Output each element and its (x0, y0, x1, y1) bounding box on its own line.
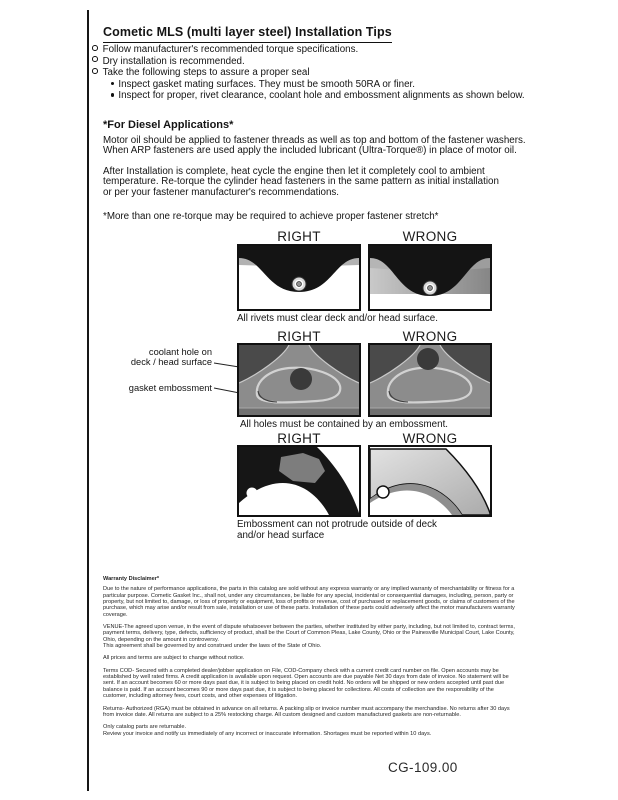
governing-law-line: This agreement shall be governed by and construed under the laws of the State of Ohio. (103, 643, 322, 650)
circle-bullet-icon (92, 45, 98, 51)
right-label: RIGHT (277, 431, 321, 446)
tips-sub-bullet (111, 79, 525, 91)
paragraph-line: When ARP fasteners are used apply the included lubricant (Ultra-Torque®) in place of motor oil. (103, 145, 517, 157)
retorque-note: *More than one re-torque may be required to achieve proper fastener stretch* (103, 211, 439, 222)
paragraph-line: After Installation is complete, heat cycle the engine then let it completely cool to ambient (103, 166, 485, 177)
page-title: Cometic MLS (multi layer steel) Installation Tips (103, 25, 392, 43)
embossment-wrong-diagram (368, 445, 492, 517)
bolt-hole (377, 486, 389, 498)
terms-paragraph: Terms COD- Secured with a completed dealer/jobber application on File, COD-Company check with a current credit card number on file. Open accounts may be established by well rated firms. A credit application is available upon request. Open accounts are due payable Net 30 days from date of invoice. No statement will be sent. If an account becomes 60 or more days past due, it is subject to being placed on credit hold. No orders will be shipped or new orders accepted until past due balance is paid. If an account becomes 90 or more days past due, it is subject to being placed for collections. All costs of collection are the responsibility of the customer, including attorney fees, court costs, and other expenses of litigation. (103, 667, 509, 700)
installation-tips-list (92, 44, 525, 102)
coolant-hole (290, 368, 312, 390)
tips-bullet-text: Dry installation is recommended. (102, 55, 245, 67)
tips-sub-bullet-text: Inspect for proper, rivet clearance, coolant hole and embossment alignments as shown below. (118, 90, 525, 101)
embossment-caption (237, 519, 437, 541)
holes-caption: All holes must be contained by an embossment. (240, 419, 449, 430)
tips-sub-bullet (111, 90, 525, 102)
circle-bullet-icon (92, 56, 98, 62)
rivet-caption: All rivets must clear deck and/or head surface. (237, 313, 438, 324)
tips-sub-bullet-text: Inspect gasket mating surfaces. They must be smooth 50RA or finer. (118, 78, 415, 90)
prices-line: All prices and terms are subject to change without notice. (103, 655, 245, 662)
rivet-icon (292, 277, 306, 291)
paragraph-line: Motor oil should be applied to fastener threads as well as top and bottom of the fastener washers. (103, 135, 526, 146)
tips-bullet-text: Take the following steps to assure a proper seal (102, 67, 310, 78)
paragraph-line: temperature. Re-torque the cylinder head fasteners in the same pattern as initial installation (103, 176, 499, 188)
tips-bullet (92, 67, 525, 79)
wrong-label: WRONG (402, 431, 458, 446)
page-number: CG-109.00 (388, 760, 458, 775)
caption-line: and/or head surface (237, 530, 325, 541)
caption-line: Embossment can not protrude outside of deck (237, 519, 437, 530)
paragraph-line: or per your fastener manufacturer's recommendations. (103, 186, 340, 198)
dot-bullet-icon (111, 93, 114, 96)
right-label: RIGHT (277, 329, 321, 344)
tips-bullet (92, 44, 525, 56)
tips-bullet (92, 56, 525, 68)
embossment-right-diagram (237, 445, 361, 517)
label-line: deck / head surface (130, 357, 212, 368)
label-line: coolant hole on (148, 347, 212, 357)
venue-paragraph: VENUE-The agreed upon venue, in the event of dispute whatsoever between the parties, whether instituted by either party, including, but not limited to, contract terms, payment terms, delivery, type, defects, sufficiency of product, shall be the Court of Common Pleas, Lake County, Ohio or the Painesville Municipal Court, Lake County, Ohio, depending on the amount in controversy. (103, 624, 515, 643)
review-invoice-line: Review your invoice and notify us immediately of any incorrect or inaccurate information. Shortages must be reported within 10 days. (103, 730, 432, 737)
warranty-disclaimer-heading: Warranty Disclaimer* (103, 576, 160, 582)
bolt-hole (247, 488, 258, 499)
gasket-embossment-label: gasket embossment (128, 383, 212, 393)
diesel-paragraph-1 (103, 136, 526, 157)
diesel-applications-heading: *For Diesel Applications* (103, 119, 234, 131)
left-margin-rule (87, 10, 89, 791)
rivet-icon (423, 281, 437, 295)
wrong-label: WRONG (402, 329, 458, 344)
rivet-wrong-diagram (368, 244, 492, 311)
warranty-paragraph: Due to the nature of performance applications, the parts in this catalog are sold without any express warranty or any implied warranty of merchantability or fitness for a particular purpose. Cometic Gasket Inc., shall not, under any circumstances, be liable for any special, incidental or consequential damages, including, person, party or property, but not limited to, damage, or loss of property or equipment, loss of profits or revenue, cost of purchased or replacement goods, or claims of customers of the purchase, which may arise and/or result from sale, installation or use of these parts. Installation of these parts could adversely affect the motor manufacturers warranty coverage. (103, 586, 515, 618)
tips-bullet-text: Follow manufacturer's recommended torque specifications. (102, 44, 359, 55)
rivet-right-diagram (237, 244, 361, 311)
catalog-returnable-line: Only catalog parts are returnable. (103, 724, 187, 731)
diesel-paragraph-2 (103, 167, 499, 198)
right-label: RIGHT (277, 229, 321, 244)
holes-wrong-diagram (368, 343, 492, 417)
circle-bullet-icon (92, 68, 98, 74)
legal-text-block (103, 576, 519, 737)
coolant-hole (417, 348, 439, 370)
holes-right-diagram (237, 343, 361, 417)
dot-bullet-icon (111, 82, 114, 85)
returns-paragraph: Returns- Authorized (RGA) must be obtained in advance on all returns. A packing slip or invoice number must accompany the merchandise. No returns after 30 days from invoice date. All returns are subject to a 25% restocking charge. All custom designed and custom manufactured gaskets are non-returnable. (103, 705, 510, 718)
wrong-label: WRONG (402, 229, 458, 244)
